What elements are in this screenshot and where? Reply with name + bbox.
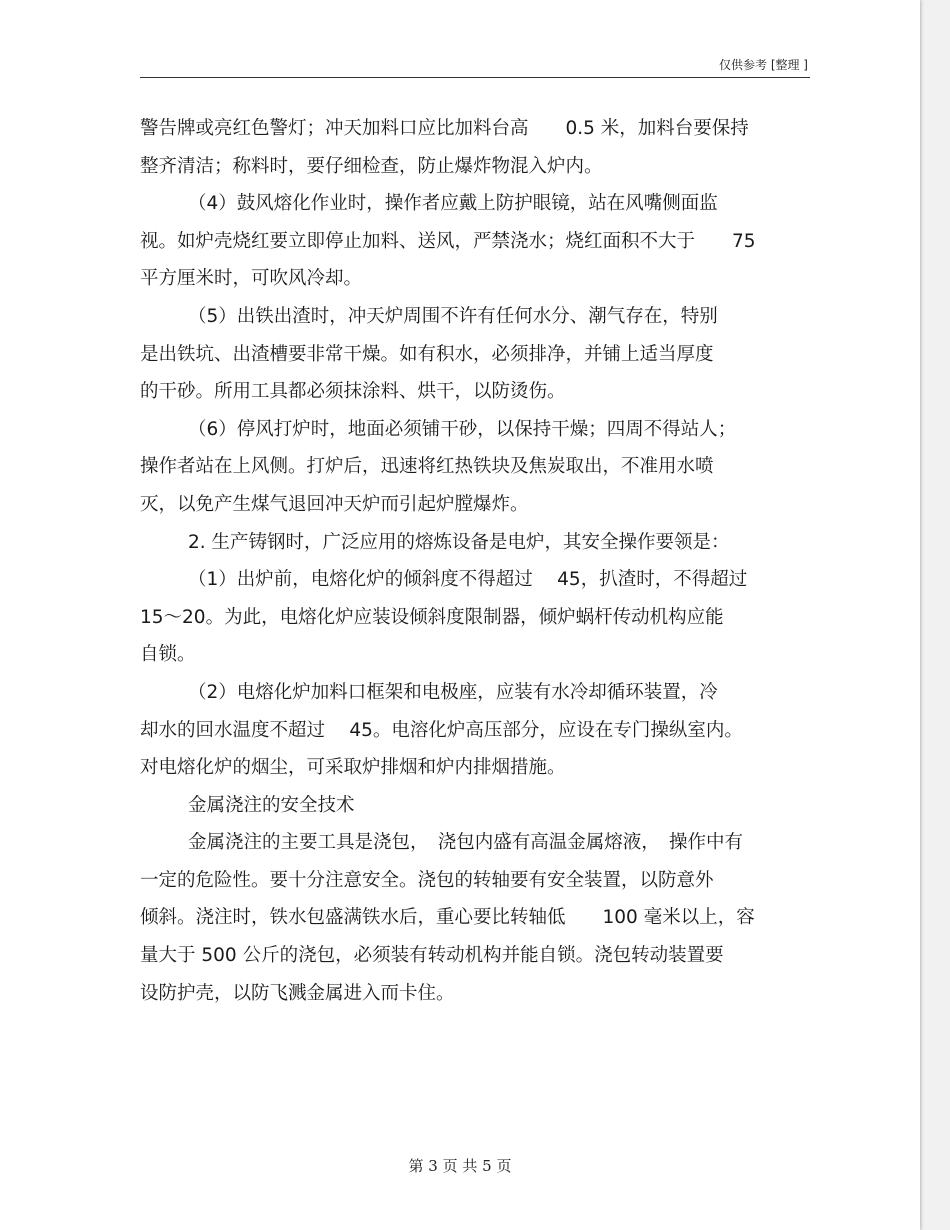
- text-line: 倾斜。浇注时，铁水包盛满铁水后，重心要比转轴低 100 毫米以上，容: [140, 907, 755, 929]
- text-line: 却水的回水温度不超过 45。电溶化炉高压部分，应设在专门操纵室内。: [140, 719, 743, 741]
- page-number-footer: 第 3 页 共 5 页: [408, 1157, 512, 1175]
- text-line: 量大于 500 公斤的浇包，必须装有转动机构并能自锁。浇包转动装置要: [140, 945, 724, 967]
- text-line: （5）出铁出渣时，冲天炉周围不许有任何水分、潮气存在，特别: [188, 305, 718, 327]
- text-line: 15～20。为此，电熔化炉应装设倾斜度限制器，倾炉蜗杆传动机构应能: [140, 606, 724, 628]
- text-line: 一定的危险性。要十分注意安全。浇包的转轴要有安全装置，以防意外: [140, 869, 714, 891]
- text-line: 操作者站在上风侧。打炉后，迅速将红热铁块及焦炭取出，不准用水喷: [140, 456, 714, 478]
- text-line: 平方厘米时，可吹风冷却。: [140, 268, 363, 290]
- text-line: （6）停风打炉时，地面必须铺干砂，以保持干燥；四周不得站人；: [188, 418, 737, 440]
- text-line: 2. 生产铸钢时，广泛应用的熔炼设备是电炉，其安全操作要领是：: [188, 531, 730, 553]
- text-line: 视。如炉壳烧红要立即停止加料、送风，严禁浇水；烧红面积不大于 75: [140, 230, 756, 252]
- text-line: 是出铁坑、出渣槽要非常干燥。如有积水，必须排净，并铺上适当厚度: [140, 343, 714, 365]
- text-line: （1）出炉前，电熔化炉的倾斜度不得超过 45，扒渣时，不得超过: [188, 569, 748, 591]
- text-line: 整齐清洁；称料时，要仔细检查，防止爆炸物混入炉内。: [140, 155, 603, 177]
- text-line: （2）电熔化炉加料口框架和电极座，应装有水冷却循环装置，冷: [188, 681, 718, 703]
- text-line: （4）鼓风熔化作业时，操作者应戴上防护眼镜，站在风嘴侧面监: [188, 193, 718, 215]
- text-line: 警告牌或亮红色警灯；冲天加料口应比加料台高 0.5 米，加料台要保持: [140, 118, 749, 139]
- section-heading: 金属浇注的安全技术: [188, 794, 355, 816]
- text-line: 设防护壳，以防飞溅金属进入而卡住。: [140, 982, 455, 1004]
- body-text: [140, 110, 820, 1012]
- text-line: 的干砂。所用工具都必须抹涂料、烘干，以防烫伤。: [140, 381, 566, 403]
- header-note: 仅供参考 [整理 ]: [719, 58, 808, 72]
- text-line: 对电熔化炉的烟尘，可采取炉排烟和炉内排烟措施。: [140, 757, 566, 779]
- text-line: 自锁。: [140, 644, 196, 666]
- header-rule: [140, 77, 810, 78]
- text-line: 灭，以免产生煤气退回冲天炉而引起炉膛爆炸。: [140, 493, 529, 515]
- text-line: 金属浇注的主要工具是浇包， 浇包内盛有高温金属熔液， 操作中有: [188, 832, 744, 854]
